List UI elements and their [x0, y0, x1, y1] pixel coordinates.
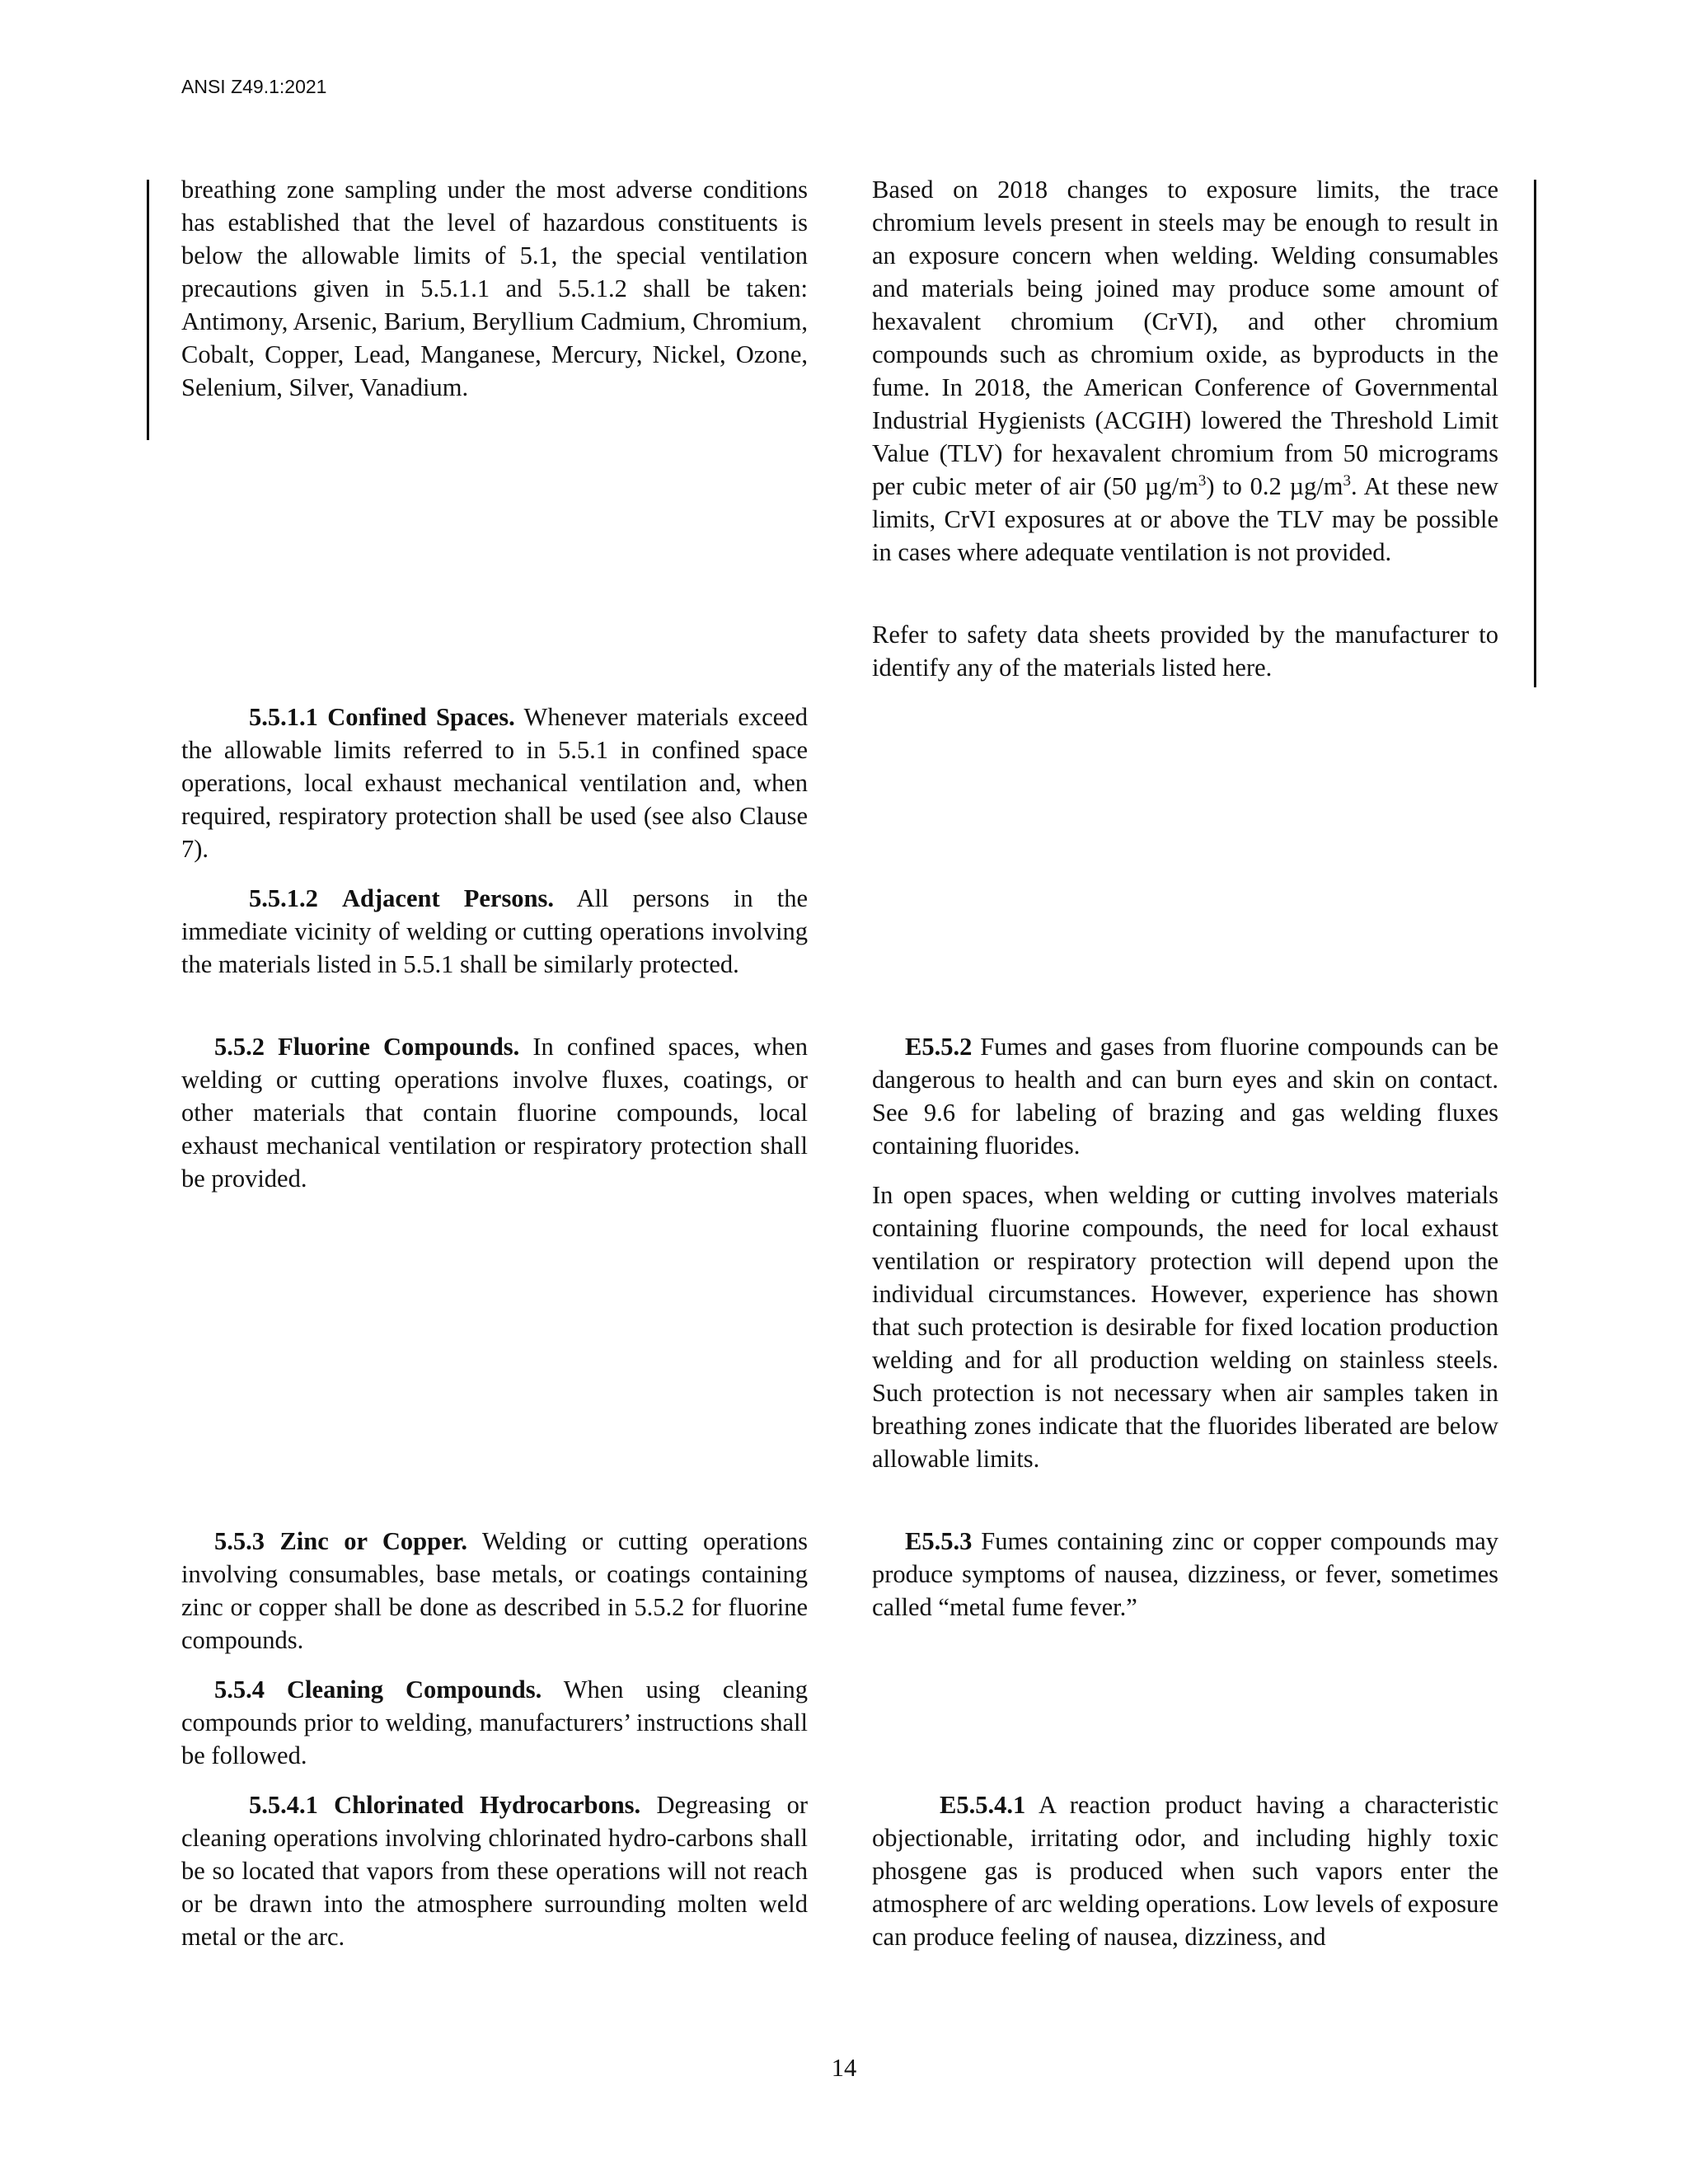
section-text: In confined spaces, when welding or cutting operations involve fluxes, coatings, or other materials that contain fluorine compounds, local exhaust mechanical ventilation or respiratory protection shall be provided. — [181, 1033, 809, 1193]
superscript-3: 3 — [1343, 471, 1351, 490]
page-number: 14 — [831, 2054, 857, 2082]
section-number: 5.5.1.1 — [249, 703, 318, 731]
explanation-text: A reaction product having a characteristic objectionable, irritating odor, and including highly toxic phosgene gas is produced when such vapors enter the atmosphere of arc welding operations. Low levels of exposure can produce feeling of nausea, dizziness, and — [872, 1791, 1498, 1951]
section-5-5-1-1 — [181, 701, 808, 865]
chromium-text-c: . At these new limits, CrVI exposures at or above the TLV may be possible in cases where adequate ventilation is not provided. — [872, 472, 1498, 566]
section-5-5-4-1 — [181, 1788, 808, 1953]
sds-text: Refer to safety data sheets provided by the manufacturer to identify any of the materials listed here. — [872, 621, 1498, 682]
section-number: 5.5.4 — [214, 1675, 265, 1704]
change-bar-left — [147, 180, 149, 440]
explanation-e5-5-3 — [872, 1525, 1498, 1624]
chromium-paragraph — [872, 173, 1498, 569]
section-title: Fluorine Compounds. — [278, 1033, 520, 1061]
section-title: Adjacent Persons. — [342, 884, 555, 912]
section-text: Whenever materials exceed the allowable limits referred to in 5.5.1 in confined space operations, local exhaust mechanical ventilation and, when required, respiratory protection shall be used (see also Clause 7). — [181, 703, 809, 863]
section-number: 5.5.2 — [214, 1033, 265, 1061]
section-5-5-2 — [181, 1030, 808, 1195]
section-title: Confined Spaces. — [327, 703, 515, 731]
section-text: Degreasing or cleaning operations involving chlorinated hydro-carbons shall be so located that vapors from these operations will not reach or be drawn into the atmosphere surrounding molten weld metal or the arc. — [181, 1791, 808, 1951]
superscript-3: 3 — [1198, 471, 1207, 490]
explanation-text: Fumes and gases from fluorine compounds can be dangerous to health and can burn eyes and skin on contact. See 9.6 for labeling of brazing and gas welding fluxes containing fluorides. — [872, 1033, 1498, 1160]
section-5-5-1-2 — [181, 882, 808, 981]
section-5-5-4 — [181, 1673, 808, 1772]
explanation-number: E5.5.3 — [905, 1527, 973, 1555]
change-bar-right — [1534, 180, 1536, 687]
section-text: Welding or cutting operations involving consumables, base metals, or coatings containing zinc or copper shall be done as described in 5.5.2 for fluorine compounds. — [181, 1527, 809, 1654]
section-number: 5.5.3 — [214, 1527, 265, 1555]
explanation-number: E5.5.2 — [905, 1033, 973, 1061]
sds-paragraph — [872, 618, 1498, 684]
section-title: Zinc or Copper. — [279, 1527, 468, 1555]
explanation-e5-5-4-1 — [872, 1788, 1498, 1953]
explanation-text: Fumes containing zinc or copper compounds may produce symptoms of nausea, dizziness, or fever, sometimes called “metal fume fever.” — [872, 1527, 1498, 1621]
running-header: ANSI Z49.1:2021 — [181, 76, 327, 97]
explanation-number: E5.5.4.1 — [940, 1791, 1026, 1819]
open-spaces-paragraph — [872, 1179, 1498, 1475]
section-title: Cleaning Compounds. — [287, 1675, 542, 1704]
chromium-text-a: Based on 2018 changes to exposure limits, the trace chromium levels present in steels may be enough to result in an exposure concern when welding. Welding consumables and materials being joined may produce some amount of hexavalent chromium (CrVI), and other chromium compounds such as chromium oxide, as byproducts in the fume. In 2018, the American Conference of Governmental Industrial Hygienists (ACGIH) lowered the Threshold Limit Value (TLV) for hexavalent chromium from 50 micrograms per cubic meter of air (50 µg/m — [872, 176, 1498, 500]
chromium-text-b: ) to 0.2 µg/m — [1206, 472, 1343, 500]
section-text: All persons in the immediate vicinity of welding or cutting operations involving the materials listed in 5.5.1 shall be similarly protected. — [181, 884, 808, 978]
section-5-5-3 — [181, 1525, 808, 1657]
section-number: 5.5.4.1 — [249, 1791, 318, 1819]
intro-text: breathing zone sampling under the most adverse conditions has established that the level of hazardous constituents is below the allowable limits of 5.1, the special ventilation precautions given in 5.5.1.1 and 5.5.1.2 shall be taken: Antimony, Arsenic, Barium, Beryllium Cadmium, Chromium, Cobalt, Copper, Lead, Manganese, Mercury, Nickel, Ozone, Selenium, Silver, Vanadium. — [181, 176, 808, 401]
section-text: When using cleaning compounds prior to welding, manufacturers’ instructions shall be followed. — [181, 1675, 808, 1769]
section-title: Chlorinated Hydrocarbons. — [334, 1791, 641, 1819]
open-spaces-text: In open spaces, when welding or cutting involves materials containing fluorine compounds, the need for local exhaust ventilation or respiratory protection will depend upon the individual circumstances. However, experience has shown that such protection is desirable for fixed location production welding and for all production welding on stainless steels. Such protection is not necessary when air samples taken in breathing zones indicate that the fluorides liberated are below allowable limits. — [872, 1181, 1498, 1473]
explanation-e5-5-2 — [872, 1030, 1498, 1162]
section-number: 5.5.1.2 — [249, 884, 318, 912]
intro-paragraph — [181, 173, 808, 404]
